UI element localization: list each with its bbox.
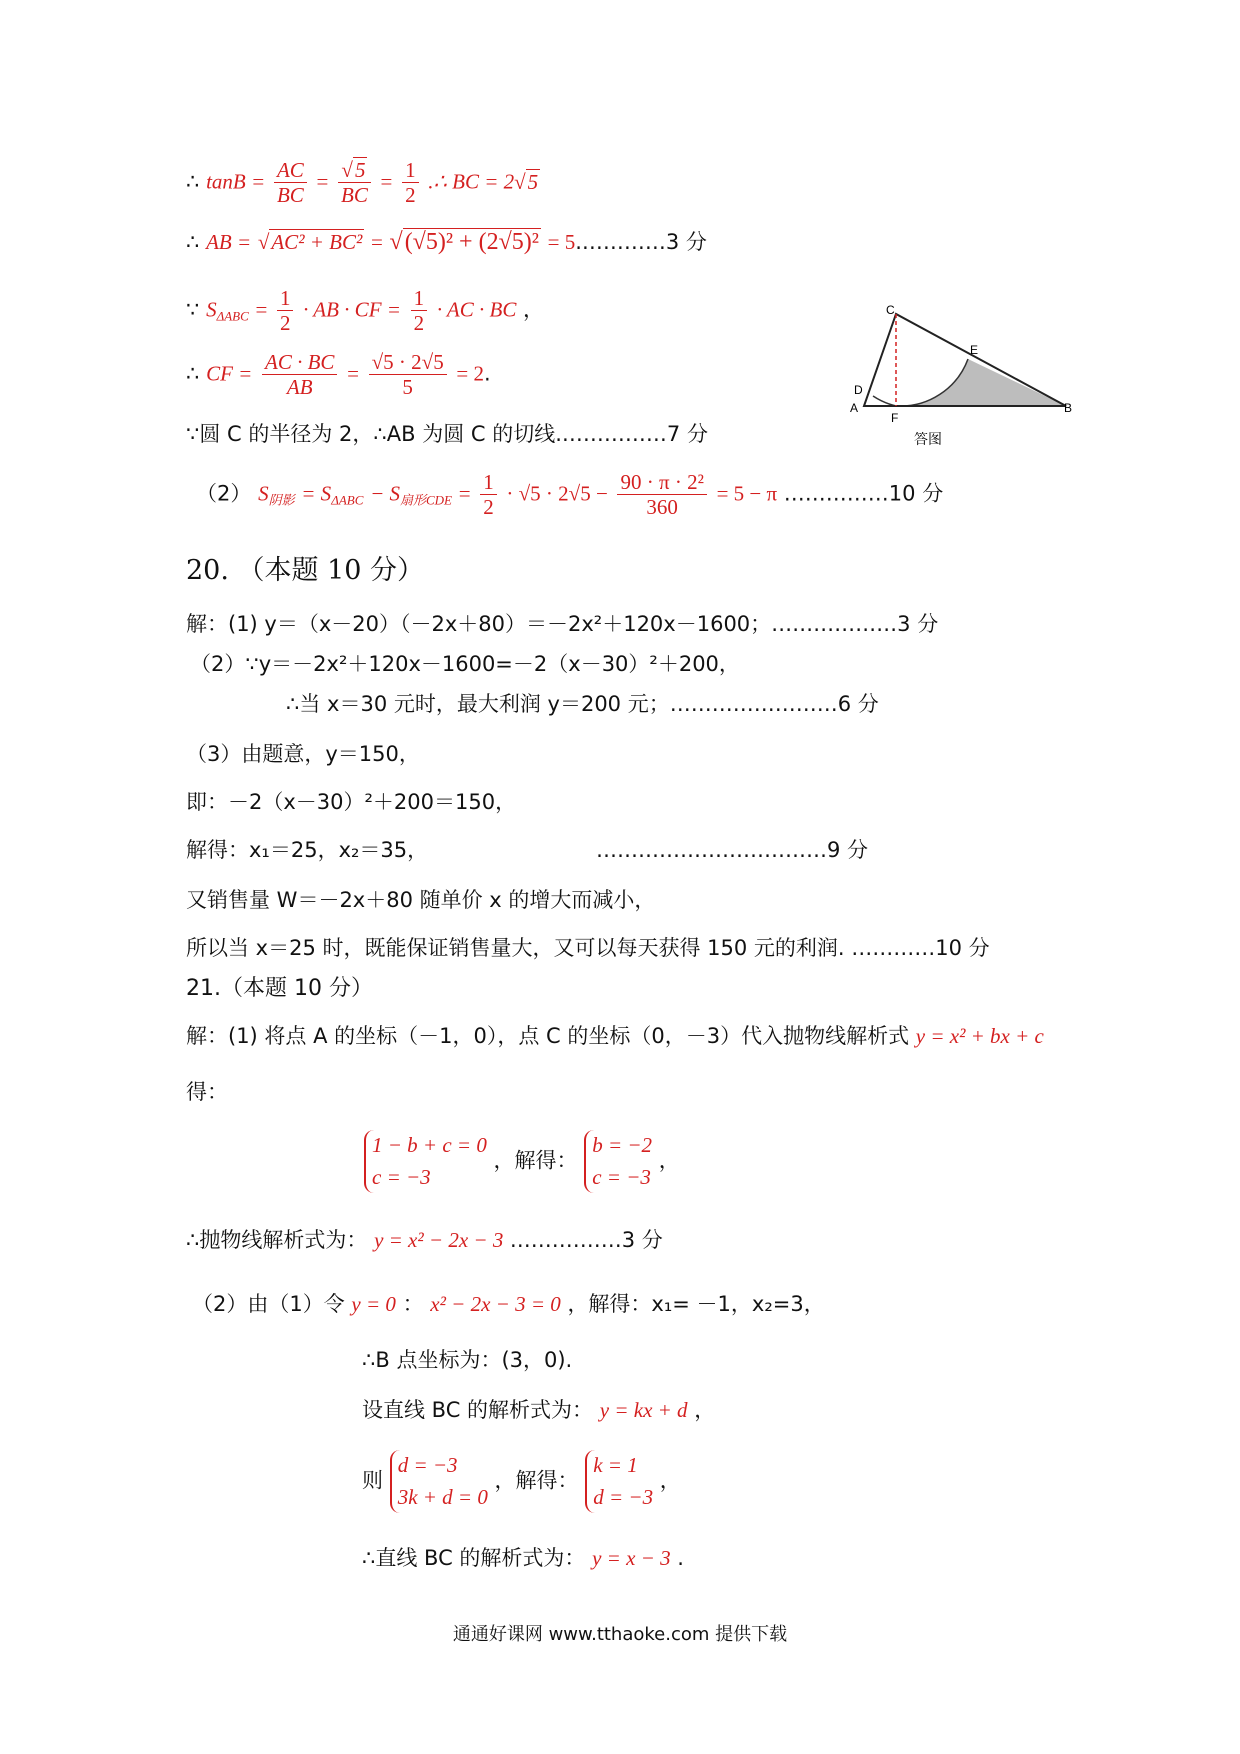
parabola-general: y = x² + bx + c	[915, 1024, 1044, 1048]
label-d: D	[854, 383, 863, 397]
geometry-figure	[836, 300, 1076, 450]
figure-caption: 答图	[914, 432, 942, 448]
p21-system1: 1 − b + c = 0 c = −3 ，解得： b = −2 c = −3 ，	[364, 1130, 680, 1193]
footer: 通通好课网 www.tthaoke.com 提供下载	[452, 1624, 788, 1645]
p20-line1: 解：(1) y＝（x－20）（－2x＋80）＝－2x²＋120x－1600；………………3 分	[186, 612, 939, 636]
p21-line4: （2）由（1）令 y = 0 ： x² − 2x − 3 = 0 ，解得：x₁= －1，x₂=3，	[192, 1292, 825, 1316]
parabola-result: y = x² − 2x − 3	[374, 1228, 504, 1252]
p21-line6: 设直线 BC 的解析式为： y = kx + d ，	[362, 1398, 716, 1422]
shaded-area-line: （2） $S_{阴影} = S_{\Delta ABC} - S_{扇形CDE}$ = $\frac{1}{2}$ · √5 · 2√5 − $\frac{\text{90 · π · 2²}}{360}$ = 5 − π ……………10 分	[196, 470, 944, 520]
arc-d	[873, 396, 896, 406]
frac-half: $\frac{1}{2}$	[402, 158, 419, 207]
p21-line8: ∴直线 BC 的解析式为： y = x − 3 .	[362, 1546, 684, 1570]
p20-line6a: 解得：x₁＝25，x₂＝35，	[186, 838, 429, 862]
frac-sqrt5-bc: $\frac{√5}{BC}$	[338, 158, 371, 207]
heading-20: 20. （本题 10 分）	[186, 555, 425, 586]
p20-line8: 所以当 x＝25 时，既能保证销售量大，又可以每天获得 150 元的利润. …………10 分	[186, 936, 990, 960]
shaded-region	[896, 359, 1066, 406]
p20-line3: ∴当 x＝30 元时，最大利润 y＝200 元；……………………6 分	[286, 692, 879, 716]
label-a: A	[850, 401, 859, 415]
p21-line5: ∴B 点坐标为：(3，0).	[362, 1348, 573, 1372]
tangent-line: ∵圆 C 的半径为 2，∴AB 为圆 C 的切线.……………7 分	[186, 422, 708, 446]
therefore-symbol: ∴	[186, 169, 200, 194]
tanb-line: ∴ tanB = $\frac{AC}{BC}$ = $\frac{√5}{BC}$ = $\frac{1}{2}$ .∴ BC = 2√5	[186, 158, 539, 208]
system-kd-solution: k = 1 d = −3	[585, 1450, 653, 1513]
p21-line2: 得：	[186, 1080, 228, 1104]
frac-ac-bc: $\frac{AC}{BC}$	[274, 158, 307, 207]
score-10: ……………10 分	[783, 481, 944, 506]
bc-value: .∴ BC = 2	[428, 169, 515, 194]
label-c: C	[886, 303, 895, 317]
p20-line5: 即：－2（x－30）²＋200＝150，	[186, 790, 517, 814]
p21-line3: ∴抛物线解析式为： y = x² − 2x − 3 .……………3 分	[186, 1228, 663, 1252]
system-bc-solution: b = −2 c = −3	[584, 1130, 652, 1193]
p20-line7: 又销售量 W＝－2x＋80 随单价 x 的增大而减小，	[186, 888, 656, 912]
sqrt-ac2-bc2: √AC² + BC²	[257, 230, 363, 254]
label-b: B	[1064, 401, 1073, 415]
label-e: E	[970, 343, 979, 357]
label-f: F	[891, 411, 899, 425]
p20-line2: （2）∵y＝－2x²＋120x－1600=－2（x－30）²＋200，	[190, 652, 740, 676]
ab-line: ∴ AB = √AC² + BC² = √(√5)² + (2√5)² = 5.…………3 分	[186, 229, 707, 255]
p21-line1: 解：(1) 将点 A 的坐标（－1，0），点 C 的坐标（0，－3）代入抛物线解析式 y = x² + bx + c	[186, 1024, 1044, 1048]
tanb-label: tanB	[206, 169, 246, 194]
score-3: .…………3 分	[575, 230, 707, 254]
p20-line4: （3）由题意，y＝150，	[186, 742, 420, 766]
p20-line6b: ……………………………9 分	[596, 838, 869, 862]
sqrt-values: √(√5)² + (2√5)²	[389, 229, 539, 255]
heading-21: 21.（本题 10 分）	[186, 976, 373, 1001]
cf-line: ∴ CF = $\frac{AC \cdot BC}{AB}$ = $\frac{√5 \cdot 2√5}{5}$ = 2.	[186, 350, 491, 400]
area-line: ∵ $S_{\Delta ABC}$ = $\frac{1}{2}$ · AB · CF = $\frac{1}{2}$ · AC · BC ，	[186, 286, 545, 336]
p21-system2: 则 d = −3 3k + d = 0 ，解得： k = 1 d = −3 ，	[362, 1450, 681, 1513]
system-kd: d = −3 3k + d = 0	[390, 1450, 488, 1513]
system-bc: 1 − b + c = 0 c = −3	[364, 1130, 487, 1193]
